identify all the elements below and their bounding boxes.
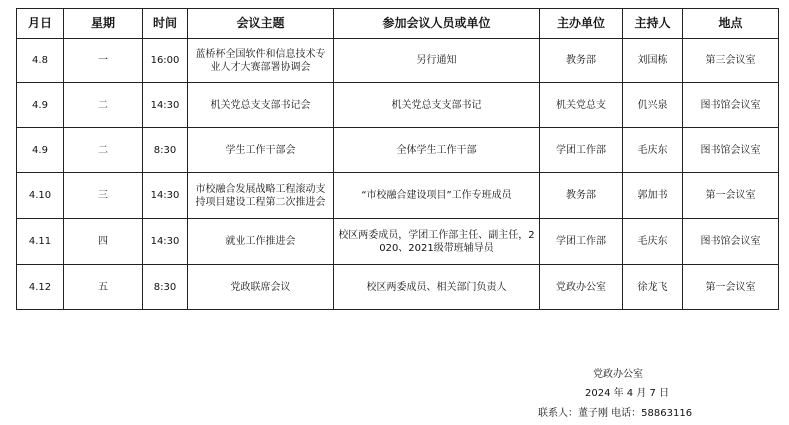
table-row <box>17 128 779 173</box>
header-topic: 会议主题 <box>188 9 334 39</box>
cell-date: 4.9 <box>17 128 64 173</box>
cell-organizer: 机关党总支 <box>540 83 623 128</box>
meeting-schedule-table <box>16 8 779 310</box>
cell-time: 8:30 <box>143 265 188 310</box>
cell-topic: 党政联席会议 <box>188 265 334 310</box>
table-row <box>17 39 779 83</box>
table-header-row <box>17 9 779 39</box>
header-date: 月日 <box>17 9 64 39</box>
cell-weekday: 四 <box>64 219 143 265</box>
cell-host: 刘国栋 <box>623 39 683 83</box>
cell-date: 4.9 <box>17 83 64 128</box>
cell-date: 4.12 <box>17 265 64 310</box>
table-row <box>17 173 779 219</box>
cell-location: 第一会议室 <box>683 265 779 310</box>
cell-topic: 就业工作推进会 <box>188 219 334 265</box>
footer-office: 党政办公室 <box>593 369 643 380</box>
cell-host: 毛庆东 <box>623 219 683 265</box>
cell-time: 14:30 <box>143 83 188 128</box>
cell-host: 毛庆东 <box>623 128 683 173</box>
cell-location: 图书馆会议室 <box>683 219 779 265</box>
cell-host: 郭加书 <box>623 173 683 219</box>
cell-time: 14:30 <box>143 173 188 219</box>
cell-weekday: 五 <box>64 265 143 310</box>
cell-organizer: 教务部 <box>540 39 623 83</box>
cell-time: 14:30 <box>143 219 188 265</box>
header-organizer: 主办单位 <box>540 9 623 39</box>
header-weekday: 星期 <box>64 9 143 39</box>
cell-attendees: 全体学生工作干部 <box>334 128 540 173</box>
cell-attendees: 另行通知 <box>334 39 540 83</box>
cell-weekday: 三 <box>64 173 143 219</box>
table-row <box>17 219 779 265</box>
cell-topic: 机关党总支支部书记会 <box>188 83 334 128</box>
header-time: 时间 <box>143 9 188 39</box>
header-location: 地点 <box>683 9 779 39</box>
cell-location: 第一会议室 <box>683 173 779 219</box>
cell-organizer: 学团工作部 <box>540 219 623 265</box>
footer-date: 2024 年 4 月 7 日 <box>585 388 670 399</box>
cell-topic: 市校融合发展战略工程滚动支持项目建设工程第二次推进会 <box>188 173 334 219</box>
cell-time: 8:30 <box>143 128 188 173</box>
cell-location: 图书馆会议室 <box>683 128 779 173</box>
cell-weekday: 一 <box>64 39 143 83</box>
cell-host: 徐龙飞 <box>623 265 683 310</box>
header-attendees: 参加会议人员或单位 <box>334 9 540 39</box>
cell-attendees: “市校融合建设项目”工作专班成员 <box>334 173 540 219</box>
cell-weekday: 二 <box>64 83 143 128</box>
cell-organizer: 教务部 <box>540 173 623 219</box>
footer-contact: 联系人：董子刚 电话：58863116 <box>538 408 693 419</box>
cell-date: 4.8 <box>17 39 64 83</box>
cell-attendees: 校区两委成员，学团工作部主任、副主任，2020、2021级带班辅导员 <box>334 219 540 265</box>
cell-topic: 学生工作干部会 <box>188 128 334 173</box>
cell-host: 仉兴泉 <box>623 83 683 128</box>
cell-location: 图书馆会议室 <box>683 83 779 128</box>
cell-attendees: 机关党总支支部书记 <box>334 83 540 128</box>
cell-date: 4.11 <box>17 219 64 265</box>
cell-organizer: 学团工作部 <box>540 128 623 173</box>
header-host: 主持人 <box>623 9 683 39</box>
cell-weekday: 二 <box>64 128 143 173</box>
table-row <box>17 265 779 310</box>
table-row <box>17 83 779 128</box>
cell-time: 16:00 <box>143 39 188 83</box>
cell-date: 4.10 <box>17 173 64 219</box>
cell-attendees: 校区两委成员、相关部门负责人 <box>334 265 540 310</box>
cell-topic: 蓝桥杯全国软件和信息技术专业人才大赛部署协调会 <box>188 39 334 83</box>
cell-location: 第三会议室 <box>683 39 779 83</box>
cell-organizer: 党政办公室 <box>540 265 623 310</box>
